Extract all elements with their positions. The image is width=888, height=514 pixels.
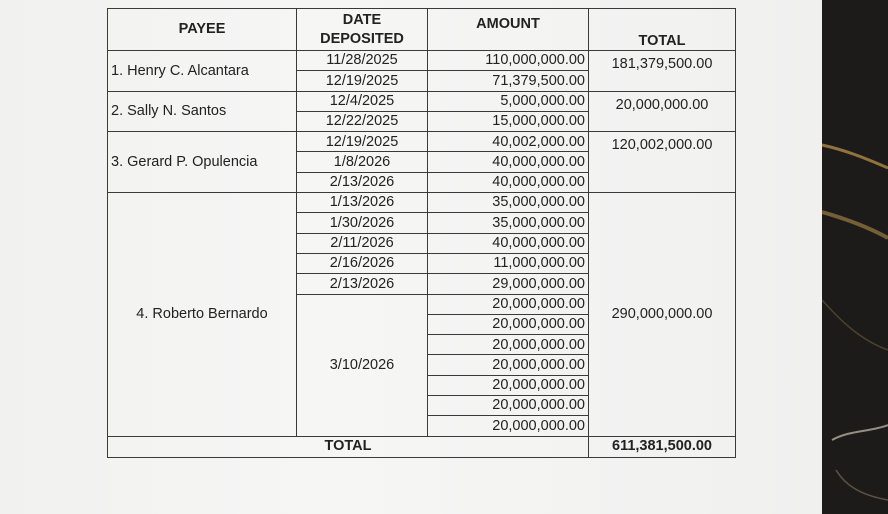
grand-total-row	[108, 436, 736, 457]
deposit-date: 12/19/2025	[297, 71, 428, 91]
deposit-date: 12/19/2025	[297, 132, 428, 152]
payee-name: 3. Gerard P. Opulencia	[108, 132, 297, 193]
table-row	[108, 91, 736, 111]
deposit-amount: 20,000,000.00	[428, 335, 589, 355]
deposit-date: 12/4/2025	[297, 91, 428, 111]
deposit-amount: 5,000,000.00	[428, 91, 589, 111]
amount-header: AMOUNT	[428, 9, 589, 51]
grouped-deposit-date: 3/10/2026	[297, 294, 428, 436]
deposit-amount: 20,000,000.00	[428, 314, 589, 334]
payee-total: 20,000,000.00	[589, 91, 736, 132]
payee-name: 2. Sally N. Santos	[108, 91, 297, 132]
deposit-amount: 40,000,000.00	[428, 152, 589, 172]
deposit-amount: 40,000,000.00	[428, 172, 589, 192]
date-deposited-header	[297, 9, 428, 51]
deposit-amount: 35,000,000.00	[428, 193, 589, 213]
deposit-amount: 71,379,500.00	[428, 71, 589, 91]
deposit-amount: 35,000,000.00	[428, 213, 589, 233]
payee-total: 181,379,500.00	[589, 51, 736, 92]
deposit-amount: 29,000,000.00	[428, 274, 589, 294]
deposit-date: 1/13/2026	[297, 193, 428, 213]
date-deposited-header-text: DATE DEPOSITED	[320, 12, 404, 47]
deposit-amount: 20,000,000.00	[428, 416, 589, 436]
deposit-amount: 20,000,000.00	[428, 396, 589, 416]
grand-total-label: TOTAL	[108, 436, 589, 457]
payee-name: 1. Henry C. Alcantara	[108, 51, 297, 92]
deposit-amount: 40,000,000.00	[428, 233, 589, 253]
deposit-amount: 110,000,000.00	[428, 51, 589, 71]
deposit-amount: 20,000,000.00	[428, 375, 589, 395]
deposit-date: 2/16/2026	[297, 253, 428, 273]
table-row	[108, 132, 736, 152]
deposit-date: 2/13/2026	[297, 172, 428, 192]
deposit-date: 2/11/2026	[297, 233, 428, 253]
payee-name: 4. Roberto Bernardo	[108, 193, 297, 437]
header-row	[108, 9, 736, 51]
deposit-amount: 20,000,000.00	[428, 355, 589, 375]
grand-total-value: 611,381,500.00	[589, 436, 736, 457]
deposit-date: 2/13/2026	[297, 274, 428, 294]
deposit-table	[107, 8, 736, 458]
payee-total: 120,002,000.00	[589, 132, 736, 193]
table-row	[108, 193, 736, 213]
payee-total: 290,000,000.00	[589, 193, 736, 437]
deposit-date: 12/22/2025	[297, 111, 428, 131]
deposit-amount: 20,000,000.00	[428, 294, 589, 314]
payee-header: PAYEE	[108, 9, 297, 51]
deposit-amount: 15,000,000.00	[428, 111, 589, 131]
table-row	[108, 51, 736, 71]
deposit-date: 1/8/2026	[297, 152, 428, 172]
deposit-amount: 40,002,000.00	[428, 132, 589, 152]
total-header: TOTAL	[589, 9, 736, 51]
deposit-amount: 11,000,000.00	[428, 253, 589, 273]
deposit-date: 1/30/2026	[297, 213, 428, 233]
deposit-date: 11/28/2025	[297, 51, 428, 71]
